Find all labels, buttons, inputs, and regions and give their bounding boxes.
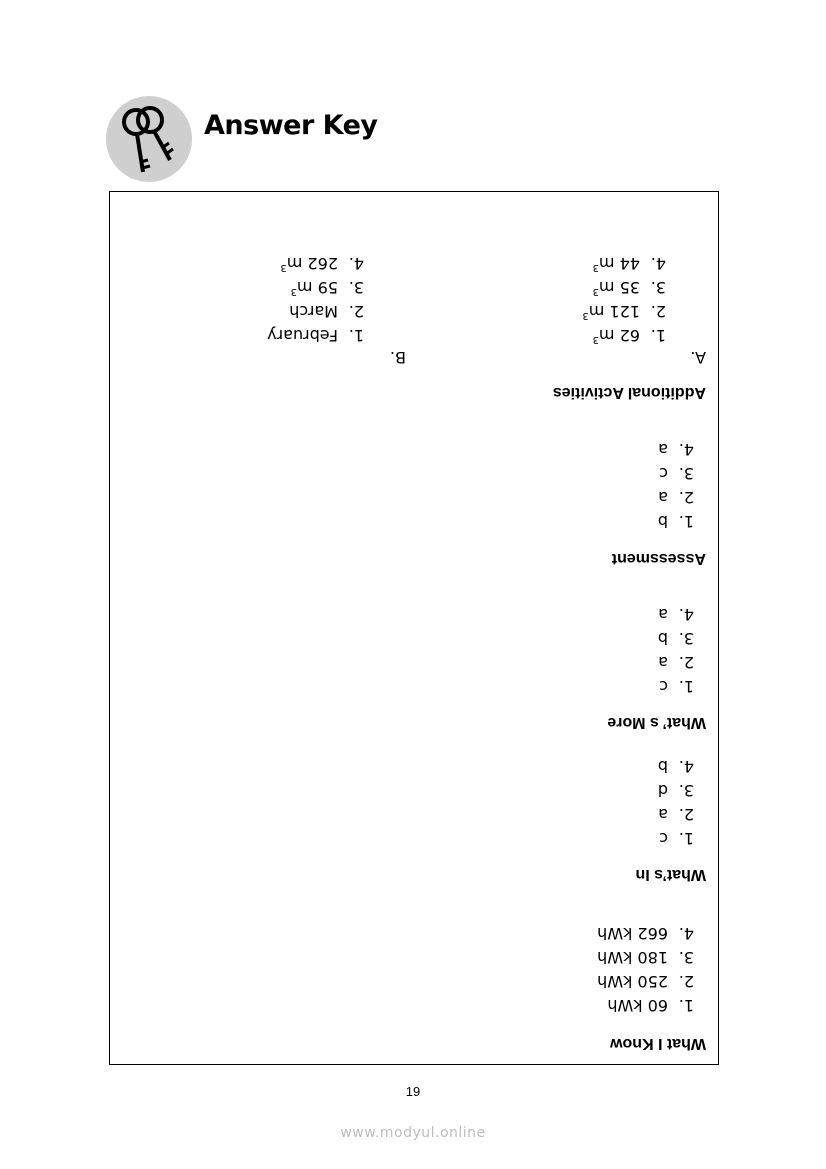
list-item: 1.62 $m^3$	[592, 326, 666, 345]
heading-assessment: Assessment	[611, 550, 706, 567]
list-item: 3.180 kWh	[597, 948, 694, 967]
heading-what-i-know: What I Know	[610, 1035, 706, 1052]
answer-content	[110, 192, 718, 1064]
list-item: 1.b	[657, 512, 694, 531]
list-item: 4.262 $m^3$	[280, 254, 364, 273]
part-a-label: A.	[690, 348, 706, 367]
list-item: 3.b	[657, 629, 694, 648]
heading-whats-in: What’s In	[635, 866, 706, 883]
list-item: 3.59 $m^3$	[290, 278, 364, 297]
page-number: 19	[405, 1084, 421, 1099]
list-item: 2.a	[658, 805, 694, 824]
list-item: 4.a	[658, 605, 694, 624]
list-item: 2.a	[658, 653, 694, 672]
list-item: 3.35 $m^3$	[592, 278, 666, 297]
list-item: 4.662 kWh	[597, 924, 694, 943]
heading-additional-activities: Additional Activities	[552, 384, 706, 401]
list-item: 4.a	[658, 440, 694, 459]
page-title: Answer Key	[204, 110, 378, 141]
list-item: 1.c	[659, 829, 694, 848]
list-item: 4.44 $m^3$	[592, 254, 666, 273]
answer-box	[109, 191, 719, 1065]
heading-whats-more: What’ s More	[607, 714, 706, 731]
list-item: 4.b	[657, 757, 694, 776]
list-item: 2.March	[289, 302, 364, 321]
keys-icon	[106, 96, 192, 182]
list-item: 2.121 $m^3$	[582, 302, 666, 321]
list-item: 3.d	[657, 781, 694, 800]
part-b-label: B.	[389, 348, 406, 367]
list-item: 1.February	[267, 326, 364, 345]
list-item: 2.250 kWh	[597, 972, 694, 991]
list-item: 1.60 kWh	[607, 996, 694, 1015]
list-item: 1.c	[659, 677, 694, 696]
list-item: 3.c	[659, 464, 694, 483]
watermark: www.modyul.online	[340, 1125, 486, 1141]
list-item: 2.a	[658, 488, 694, 507]
